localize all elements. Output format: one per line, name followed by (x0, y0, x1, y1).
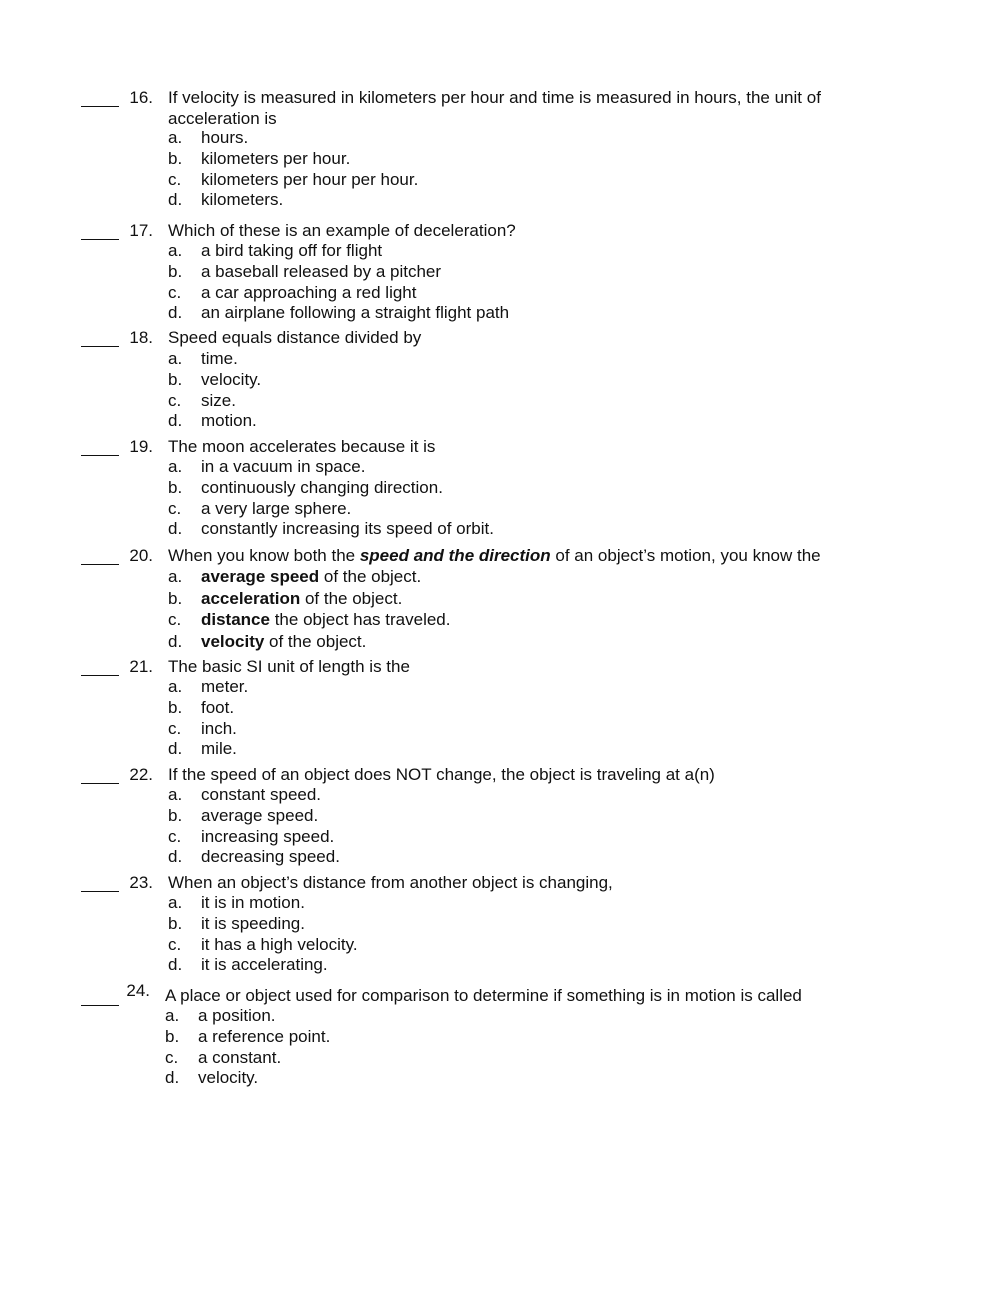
question-stem: Speed equals distance divided by (168, 328, 422, 347)
question-stem: The moon accelerates because it is (168, 437, 436, 456)
question-number: 20. (129, 546, 153, 565)
question-stem: If velocity is measured in kilometers per hour and time is measured in hours, the unit of acceleration is (168, 88, 821, 128)
question-number: 23. (129, 873, 153, 892)
question-number: 22. (129, 765, 153, 784)
option-keyword: velocity (201, 632, 265, 652)
option-keyword: average speed (201, 567, 320, 586)
question-stem (168, 546, 888, 567)
stem-emphasis: speed and the direction (359, 546, 551, 565)
question-stem: When an object’s distance from another object is changing, (168, 873, 613, 892)
question-number: 21. (129, 657, 153, 676)
question-stem: Which of these is an example of deceleration? (168, 221, 516, 240)
question-number: 18. (129, 328, 153, 347)
question-stem: The basic SI unit of length is the (168, 657, 410, 676)
option-keyword: distance (201, 610, 270, 630)
stem-text-after: of an object’s motion, you know the (550, 546, 821, 565)
question-number: 16. (129, 88, 153, 107)
stem-text-before: When you know both the (168, 546, 360, 565)
question-number: 17. (129, 221, 153, 240)
question-stem: If the speed of an object does NOT change, the object is traveling at a(n) (168, 765, 715, 784)
question-number: 19. (129, 437, 153, 456)
option-keyword: acceleration (201, 588, 301, 608)
question-stem: A place or object used for comparison to determine if something is in motion is called (165, 986, 802, 1005)
question-number: 24. (126, 981, 150, 1000)
worksheet-page: 16. If velocity is measured in kilometers per hour and time is measured in hours, the unit of acceleration is a. hours. b. kilometers per hour. c. kilometers per hour per hour. d. kilometers. 17. Which of these is an example of deceleration? a. a bird taking off for flight b. a baseball released by a pitcher c. a car approaching a red light d. an airplane following a straight flight path 18. Speed equals distance divided by a. time. b. velocity. c. size. d. motion. 19. The moon accelerates because it is a. in a vacuum in space. b. continuously changing direction. c. a very large sphere. d. constantly increasing its speed of orbit. 20. When you know both the speed and the direction of an object’s motion, you know the a. average speed of the object. b. acceleration of the object. c. distance the object has traveled. d. velocity of the object. 21. The basic SI unit of length is the a. meter. b. foot. c. inch. d. mile. 22. If the speed of an object does NOT change, the object is traveling at a(n) a. constant speed. b. average speed. c. increasing speed. d. decreasing speed. 23. When an object’s distance from another object is changing, a. it is in motion. b. it is speeding. c. it has a high velocity. d. it is accelerating. 24. A place or object used for comparison to determine if something is in motion is called a. a position. b. a reference point. c. a constant. d. velocity. (0, 0, 1000, 1293)
